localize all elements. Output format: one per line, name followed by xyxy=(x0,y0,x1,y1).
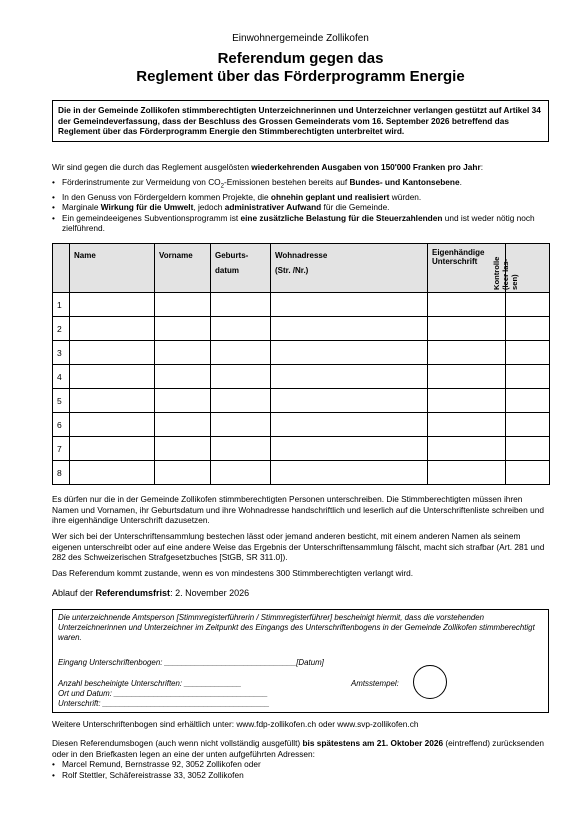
reason-text: und ist weder nötig noch zielführend. xyxy=(62,212,535,234)
signature-cell[interactable] xyxy=(428,365,506,389)
vorname-cell[interactable] xyxy=(155,413,211,437)
col-name-label: Name xyxy=(74,251,96,260)
penalty-note: Wer sich bei der Unterschriftensammlung bestechen lässt oder jemand anderen besticht, mit einem anderen Namen als seinem eigenen unterschreibt oder auf eine andere Weise das Ergebnis der Unterschriftensammlung fälscht, macht sich strafbar (Art. 281 und 282 des Schweizerischen Strafgesetzbuches [StGB, SR 311.0]). xyxy=(52,531,545,562)
col-birthdate-header xyxy=(211,244,271,293)
return-address-item: • Marcel Remund, Bernstrasse 92, 3052 Zollikofen oder xyxy=(52,759,549,770)
table-row xyxy=(53,461,550,485)
return-text: Diesen Referendumsbogen (auch wenn nicht vollständig ausgefüllt) xyxy=(52,738,303,748)
col-signature-label-1: Eigenhändige xyxy=(432,248,485,257)
name-cell[interactable] xyxy=(70,293,155,317)
row-number: 3 xyxy=(53,341,70,365)
reasons-section xyxy=(52,162,549,234)
col-name-header xyxy=(70,244,155,293)
col-control-label-1: Kontrolle xyxy=(492,256,501,290)
reason-item xyxy=(52,192,549,203)
return-deadline-bold: bis spätestens am 21. Oktober 2026 xyxy=(302,738,444,748)
vorname-cell[interactable] xyxy=(155,365,211,389)
attestation-text: Die unterzeichnende Amtsperson [Stimmregisterführerin / Stimmregisterführer] bescheinigt hiermit, dass die vorstehenden Unterzeichnerinnen und Unterzeichner im Zeitpunkt des Eingangs des Unterschriftenbogens in der Gemeinde Zollikofen stimmberechtigt waren. xyxy=(58,613,535,642)
reason-text: würden. xyxy=(389,191,422,202)
table-row xyxy=(53,317,550,341)
address-cell[interactable] xyxy=(271,437,428,461)
reason-text: . xyxy=(459,176,462,187)
reasons-lead-bold: wiederkehrenden Ausgaben von 150'000 Franken pro Jahr xyxy=(251,162,481,172)
reason-text: Marginale xyxy=(62,202,101,213)
reason-text: -Emissionen bestehen bereits auf xyxy=(223,176,350,187)
col-signature-label-2: Unterschrift xyxy=(432,257,478,266)
col-vorname-label: Vorname xyxy=(159,251,193,260)
official-attestation-box xyxy=(52,609,549,713)
return-address-item: • Rolf Stettler, Schäfereistrasse 33, 3052 Zollikofen xyxy=(52,770,549,781)
row-number: 1 xyxy=(53,293,70,317)
row-number: 7 xyxy=(53,437,70,461)
co2-subscript: 2 xyxy=(220,183,224,190)
signature-cell[interactable] xyxy=(428,317,506,341)
eligibility-note: Es dürfen nur die in der Gemeinde Zollikofen stimmberechtigten Personen unterschreiben. Die Stimmberechtigten müssen ihren Namen und Vornamen, ihr Geburtsdatum und ihre Wohnadresse handschriftlich und leserlich auf die Unterschriftenliste schreiben und ihre eigenhändige Unterschrift dazusetzen. xyxy=(52,494,544,525)
official-signature-line: Unterschrift: ______________________________________ xyxy=(58,699,270,708)
vorname-cell[interactable] xyxy=(155,341,211,365)
return-text-end: (eintreffend) zurücksenden oder in den Briefkasten legen an eine der unten aufgeführten Adressen: xyxy=(52,738,544,759)
table-row xyxy=(53,365,550,389)
control-cell xyxy=(506,317,550,341)
row-number: 8 xyxy=(53,461,70,485)
reasons-list xyxy=(52,177,549,234)
signature-table xyxy=(52,243,550,485)
signature-cell[interactable] xyxy=(428,413,506,437)
reason-item xyxy=(52,177,549,192)
place-date-line: Ort und Datum: ___________________________________ xyxy=(58,689,268,698)
reason-item xyxy=(52,213,549,234)
birthdate-cell[interactable] xyxy=(211,413,271,437)
control-cell xyxy=(506,293,550,317)
col-address-label-2: (Str. /Nr.) xyxy=(275,266,309,275)
referendum-deadline xyxy=(52,588,249,598)
col-number-header xyxy=(53,244,70,293)
reasons-lead xyxy=(52,162,549,173)
deadline-label: Ablauf der xyxy=(52,588,96,598)
name-cell[interactable] xyxy=(70,365,155,389)
col-address-label-1: Wohnadresse xyxy=(275,251,328,260)
signature-cell[interactable] xyxy=(428,341,506,365)
col-address-header xyxy=(271,244,428,293)
control-cell xyxy=(506,437,550,461)
reason-bold: Bundes- und Kantonsebene xyxy=(349,176,460,187)
signature-cell[interactable] xyxy=(428,461,506,485)
control-cell xyxy=(506,365,550,389)
vorname-cell[interactable] xyxy=(155,389,211,413)
address-cell[interactable] xyxy=(271,317,428,341)
quorum-note: Das Referendum kommt zustande, wenn es von mindestens 300 Stimmberechtigten verlangt wird. xyxy=(52,568,414,578)
name-cell[interactable] xyxy=(70,317,155,341)
reason-text: Ein gemeindeeigenes Subventionsprogramm ist xyxy=(62,212,241,223)
signature-cell[interactable] xyxy=(428,389,506,413)
address-cell[interactable] xyxy=(271,365,428,389)
address-cell[interactable] xyxy=(271,389,428,413)
reasons-lead-text: Wir sind gegen die durch das Reglement ausgelösten xyxy=(52,162,252,172)
vorname-cell[interactable] xyxy=(155,317,211,341)
receipt-date-line: Eingang Unterschriftenbogen: ______________________________[Datum] xyxy=(58,658,324,667)
vorname-cell[interactable] xyxy=(155,437,211,461)
title-line-2: Reglement über das Förderprogramm Energie xyxy=(136,68,465,85)
name-cell[interactable] xyxy=(70,389,155,413)
birthdate-cell[interactable] xyxy=(211,437,271,461)
table-row xyxy=(53,437,550,461)
deadline-value: : 2. November 2026 xyxy=(170,588,250,598)
table-row xyxy=(53,293,550,317)
row-number: 4 xyxy=(53,365,70,389)
address-cell[interactable] xyxy=(271,413,428,437)
return-address-list xyxy=(52,759,549,780)
row-number: 2 xyxy=(53,317,70,341)
name-cell[interactable] xyxy=(70,461,155,485)
col-vorname-header xyxy=(155,244,211,293)
official-stamp-circle xyxy=(413,665,447,699)
deadline-label-bold: Referendumsfrist xyxy=(95,588,171,598)
referendum-demand-box: Die in der Gemeinde Zollikofen stimmberechtigten Unterzeichnerinnen und Unterzeichner verlangen gestützt auf Artikel 34 der Gemeindeverfassung, dass der Beschluss des Grossen Gemeinderats vom 16. September 2026 betreffend das Reglement über das Förderprogramm Energie den Stimmberechtigten unterbreitet wird. xyxy=(52,100,549,142)
reason-bold: ohnehin geplant und realisiert xyxy=(270,191,390,202)
birthdate-cell[interactable] xyxy=(211,293,271,317)
address-cell[interactable] xyxy=(271,341,428,365)
row-number: 6 xyxy=(53,413,70,437)
reason-text: Förderinstrumente zur Vermeidung von CO xyxy=(62,176,221,187)
address-cell[interactable] xyxy=(271,461,428,485)
reason-item xyxy=(52,202,549,213)
table-row xyxy=(53,341,550,365)
table-row xyxy=(53,413,550,437)
control-cell xyxy=(506,341,550,365)
reason-text: In den Genuss von Fördergeldern kommen Projekte, die xyxy=(62,191,271,202)
col-control-label-3: sen) xyxy=(510,274,519,290)
control-cell xyxy=(506,389,550,413)
return-instructions xyxy=(52,738,549,780)
birthdate-cell[interactable] xyxy=(211,365,271,389)
col-birthdate-label-1: Geburts- xyxy=(215,251,249,260)
reasons-lead-end: : xyxy=(480,162,484,172)
reason-bold: eine zusätzliche Belastung für die Steuerzahlenden xyxy=(240,212,443,223)
signature-cell[interactable] xyxy=(428,293,506,317)
document-title xyxy=(52,50,549,86)
municipality-name: Einwohnergemeinde Zollikofen xyxy=(232,33,369,44)
birthdate-cell[interactable] xyxy=(211,317,271,341)
reason-bold: administrativer Aufwand xyxy=(224,202,322,213)
control-cell xyxy=(506,461,550,485)
vorname-cell[interactable] xyxy=(155,293,211,317)
reason-text: , jedoch xyxy=(193,202,225,213)
more-forms-note: Weitere Unterschriftenbogen sind erhältlich unter: www.fdp-zollikofen.ch oder www.svp-zollikofen.ch xyxy=(52,719,419,729)
address-cell[interactable] xyxy=(271,293,428,317)
col-control-header xyxy=(492,244,550,293)
reason-bold: Wirkung für die Umwelt xyxy=(100,202,194,213)
vorname-cell[interactable] xyxy=(155,461,211,485)
attested-count-line: Anzahl bescheinigte Unterschriften: _____________ xyxy=(58,679,242,688)
birthdate-cell[interactable] xyxy=(211,341,271,365)
name-cell[interactable] xyxy=(70,341,155,365)
signature-cell[interactable] xyxy=(428,437,506,461)
row-number: 5 xyxy=(53,389,70,413)
col-control-label-2: (leer las- xyxy=(501,258,510,290)
birthdate-cell[interactable] xyxy=(211,389,271,413)
reason-text: für die Gemeinde. xyxy=(321,202,390,213)
birthdate-cell[interactable] xyxy=(211,461,271,485)
control-cell xyxy=(506,413,550,437)
name-cell[interactable] xyxy=(70,413,155,437)
stamp-label: Amtsstempel: xyxy=(351,679,399,688)
name-cell[interactable] xyxy=(70,437,155,461)
signature-table-header xyxy=(53,244,550,293)
title-line-1: Referendum gegen das xyxy=(217,50,384,67)
col-birthdate-label-2: datum xyxy=(215,266,239,275)
table-row xyxy=(53,389,550,413)
